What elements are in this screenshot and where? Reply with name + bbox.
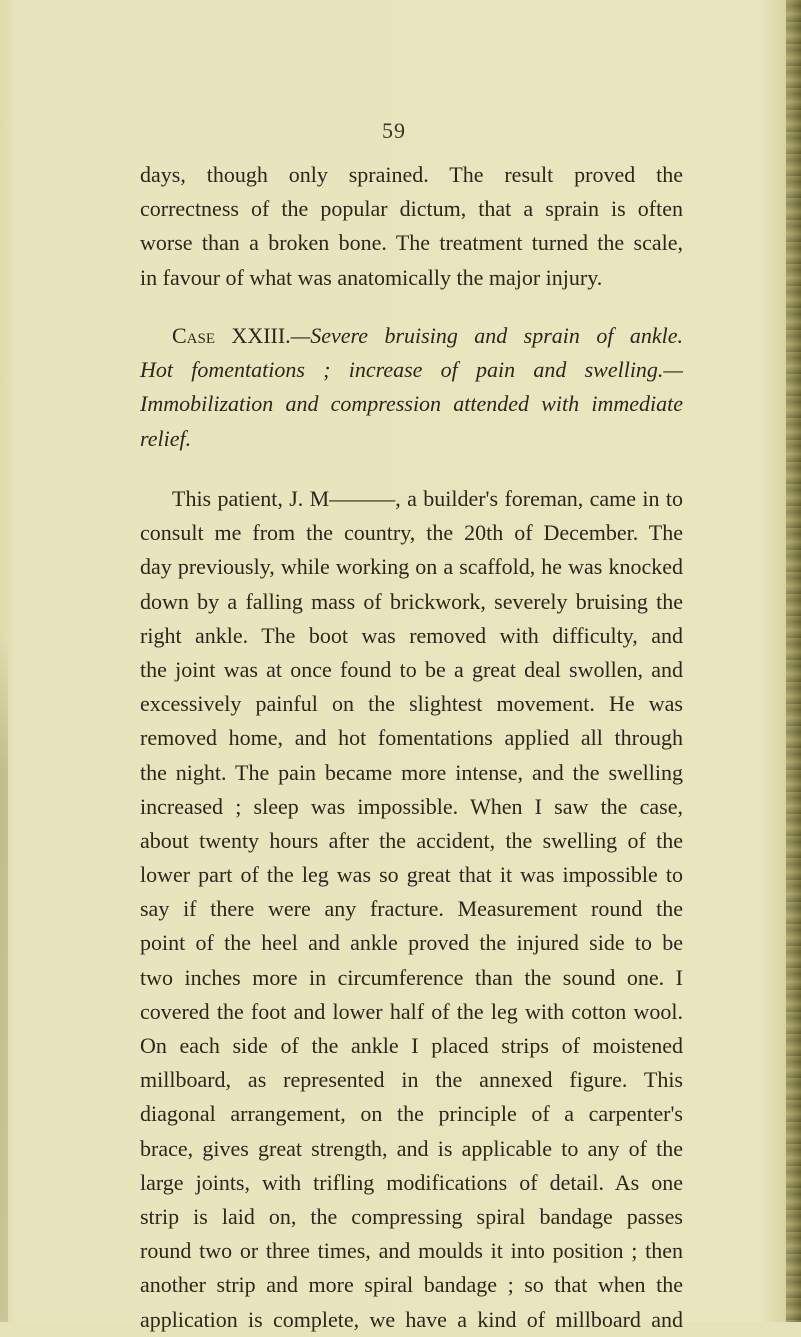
text-line: excessively painful on the slightest movement. He was [140, 691, 683, 717]
text-line: about twenty hours after the accident, the swelling of the [140, 827, 683, 853]
text-line: worse than a broken bone. The treatment turned the scale, [140, 230, 683, 256]
text-line: millboard, as represented in the annexed figure. This [140, 1067, 683, 1093]
text-line: say if there were any fracture. Measurement round the [140, 896, 683, 922]
text-line: point of the heel and ankle proved the injured side to be [140, 930, 683, 956]
text-line: This patient, J. M———, a builder's foreman, came in to [172, 486, 683, 511]
text-line: down by a falling mass of brickwork, severely bruising the [140, 588, 683, 614]
text-line: removed home, and hot fomentations applied all through [140, 725, 683, 751]
text-line: application is complete, we have a kind of millboard and [140, 1306, 683, 1332]
case-label: Case XXIII. [172, 323, 291, 348]
case-heading [140, 319, 683, 456]
case-heading-line: Hot fomentations ; increase of pain and swelling.— [140, 357, 683, 383]
text-line: lower part of the leg was so great that it was impossible to [140, 862, 683, 888]
paragraph-intro [140, 158, 683, 295]
case-heading-line: relief. [140, 425, 192, 451]
text-line: round two or three times, and moulds it into position ; then [140, 1238, 683, 1264]
text-line: covered the foot and lower half of the leg with cotton wool. [140, 998, 683, 1024]
text-line: correctness of the popular dictum, that a sprain is often [140, 196, 683, 222]
text-line: brace, gives great strength, and is applicable to any of the [140, 1135, 683, 1161]
text-line: days, though only sprained. The result proved the [140, 162, 683, 187]
text-line: day previously, while working on a scaffold, he was knocked [140, 554, 683, 580]
text-line: in favour of what was anatomically the major injury. [140, 264, 603, 290]
text-line: the night. The pain became more intense, and the swelling [140, 759, 683, 785]
text-line: another strip and more spiral bandage ; so that when the [140, 1272, 683, 1298]
text-line: two inches more in circumference than the sound one. I [140, 964, 683, 990]
text-line: right ankle. The boot was removed with difficulty, and [140, 622, 683, 648]
text-line: large joints, with trifling modifications of detail. As one [140, 1169, 683, 1195]
text-line: On each side of the ankle I placed strips of moistened [140, 1033, 683, 1058]
case-title: —Severe bruising and sprain of ankle. [290, 323, 683, 348]
text-line: the joint was at once found to be a great deal swollen, and [140, 656, 683, 682]
page-number: 59 [382, 118, 406, 143]
page-binding-edge [786, 0, 801, 1322]
page-shadow-left [0, 640, 8, 1322]
text-line: strip is laid on, the compressing spiral bandage passes [140, 1203, 683, 1229]
case-heading-line [140, 319, 683, 353]
text-line: increased ; sleep was impossible. When I saw the case, [140, 793, 683, 819]
case-heading-line: Immobilization and compression attended with immediate [140, 391, 683, 417]
paragraph-case-description [140, 482, 683, 1337]
text-line: consult me from the country, the 20th of December. The [140, 520, 683, 546]
text-line: diagonal arrangement, on the principle of a carpenter's [140, 1101, 683, 1127]
